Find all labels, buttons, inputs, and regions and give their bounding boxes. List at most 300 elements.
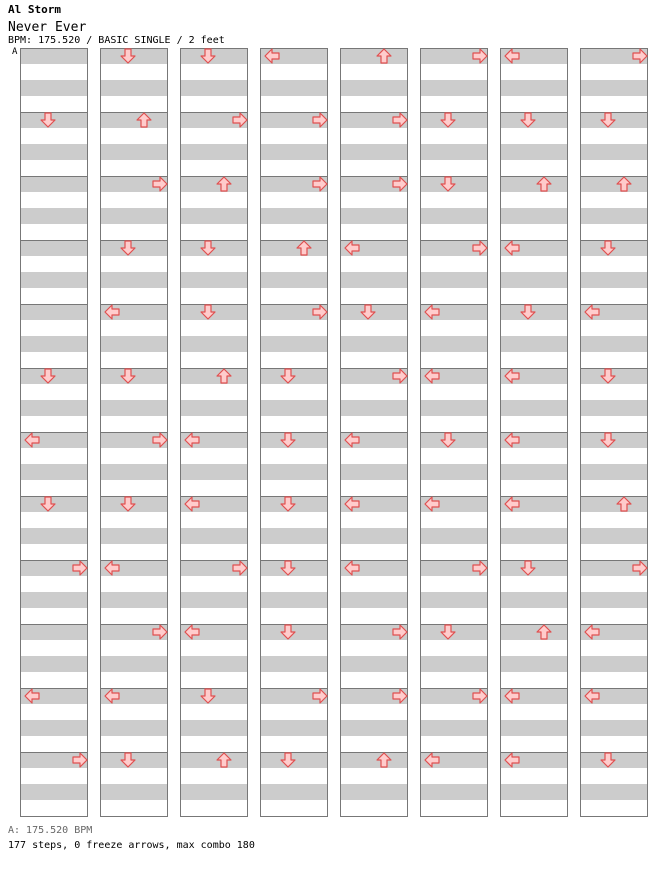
beat-stripe xyxy=(340,800,408,816)
beat-stripe xyxy=(100,720,168,736)
beat-stripe xyxy=(100,528,168,544)
beat-stripe xyxy=(340,576,408,592)
beat-stripe xyxy=(180,128,248,144)
beat-stripe xyxy=(20,352,88,368)
beat-stripe xyxy=(580,480,648,496)
beat-stripe xyxy=(180,272,248,288)
beat-stripe xyxy=(580,256,648,272)
beat-stripe xyxy=(180,352,248,368)
beat-stripe xyxy=(260,544,328,560)
beat-stripe xyxy=(260,80,328,96)
beat-stripe xyxy=(20,336,88,352)
beat-stripe xyxy=(580,464,648,480)
beat-stripe xyxy=(20,192,88,208)
beat-stripe xyxy=(580,208,648,224)
beat-stripe xyxy=(180,288,248,304)
beat-stripe xyxy=(580,672,648,688)
beat-stripe xyxy=(260,416,328,432)
beat-stripe xyxy=(20,480,88,496)
beat-stripe xyxy=(20,48,88,64)
beat-stripe xyxy=(340,48,408,64)
beat-stripe xyxy=(340,544,408,560)
beat-stripe xyxy=(340,528,408,544)
beat-stripe xyxy=(20,288,88,304)
beat-stripe xyxy=(420,800,488,816)
beat-stripe xyxy=(500,384,568,400)
beat-stripe xyxy=(260,160,328,176)
beat-stripe xyxy=(420,656,488,672)
beat-stripe xyxy=(260,736,328,752)
beat-stripe xyxy=(20,144,88,160)
beat-stripe xyxy=(180,160,248,176)
beat-stripe xyxy=(340,656,408,672)
chart-info: BPM: 175.520 / BASIC SINGLE / 2 feet xyxy=(8,35,225,46)
beat-stripe xyxy=(420,144,488,160)
beat-stripe xyxy=(20,736,88,752)
beat-stripe xyxy=(260,576,328,592)
beat-stripe xyxy=(340,64,408,80)
beat-stripe xyxy=(20,96,88,112)
beat-stripe xyxy=(340,128,408,144)
beat-stripe xyxy=(260,608,328,624)
beat-stripe xyxy=(100,512,168,528)
beat-stripe xyxy=(420,160,488,176)
beat-stripe xyxy=(580,512,648,528)
beat-stripe xyxy=(100,464,168,480)
beat-stripe xyxy=(20,208,88,224)
beat-stripe xyxy=(260,240,328,256)
beat-stripe xyxy=(420,416,488,432)
beat-stripe xyxy=(260,528,328,544)
beat-stripe xyxy=(580,160,648,176)
beat-stripe xyxy=(500,336,568,352)
beat-stripe xyxy=(580,592,648,608)
beat-stripe xyxy=(180,640,248,656)
beat-stripe xyxy=(180,592,248,608)
beat-stripe xyxy=(340,608,408,624)
beat-stripe xyxy=(20,160,88,176)
beat-stripe xyxy=(580,64,648,80)
beat-stripe xyxy=(580,656,648,672)
beat-stripe xyxy=(20,544,88,560)
beat-stripe xyxy=(20,608,88,624)
beat-stripe xyxy=(420,784,488,800)
beat-stripe xyxy=(260,192,328,208)
beat-stripe xyxy=(500,656,568,672)
beat-stripe xyxy=(20,720,88,736)
beat-stripe xyxy=(420,704,488,720)
beat-stripe xyxy=(260,640,328,656)
beat-stripe xyxy=(500,640,568,656)
beat-stripe xyxy=(260,208,328,224)
beat-stripe xyxy=(100,80,168,96)
beat-stripe xyxy=(340,784,408,800)
beat-stripe xyxy=(340,512,408,528)
beat-stripe xyxy=(100,320,168,336)
beat-stripe xyxy=(260,400,328,416)
beat-stripe xyxy=(180,320,248,336)
beat-stripe xyxy=(500,528,568,544)
beat-stripe xyxy=(580,192,648,208)
beat-stripe xyxy=(260,448,328,464)
beat-stripe xyxy=(420,352,488,368)
beat-stripe xyxy=(20,80,88,96)
beat-stripe xyxy=(260,224,328,240)
song-title: Never Ever xyxy=(8,20,87,35)
beat-stripe xyxy=(260,704,328,720)
beat-stripe xyxy=(420,256,488,272)
beat-stripe xyxy=(420,128,488,144)
beat-stripe xyxy=(340,336,408,352)
beat-stripe xyxy=(500,144,568,160)
beat-stripe xyxy=(340,256,408,272)
bpm-legend: A: 175.520 BPM xyxy=(8,825,93,836)
beat-stripe xyxy=(340,416,408,432)
beat-stripe xyxy=(100,768,168,784)
beat-stripe xyxy=(580,400,648,416)
beat-stripe xyxy=(180,512,248,528)
beat-stripe xyxy=(500,176,568,192)
beat-stripe xyxy=(20,400,88,416)
beat-stripe xyxy=(500,480,568,496)
beat-stripe xyxy=(420,272,488,288)
beat-stripe xyxy=(500,272,568,288)
beat-stripe xyxy=(500,416,568,432)
beat-stripe xyxy=(20,704,88,720)
beat-stripe xyxy=(180,544,248,560)
beat-stripe xyxy=(100,704,168,720)
beat-stripe xyxy=(420,80,488,96)
beat-stripe xyxy=(420,64,488,80)
beat-stripe xyxy=(20,672,88,688)
beat-stripe xyxy=(580,80,648,96)
beat-stripe xyxy=(180,144,248,160)
beat-stripe xyxy=(20,256,88,272)
beat-stripe xyxy=(180,224,248,240)
beat-stripe xyxy=(20,272,88,288)
beat-stripe xyxy=(260,384,328,400)
beat-stripe xyxy=(100,144,168,160)
beat-stripe xyxy=(420,768,488,784)
beat-stripe xyxy=(420,336,488,352)
beat-stripe xyxy=(20,128,88,144)
beat-stripe xyxy=(260,464,328,480)
beat-stripe xyxy=(20,448,88,464)
beat-stripe xyxy=(500,544,568,560)
beat-stripe xyxy=(500,592,568,608)
beat-stripe xyxy=(100,416,168,432)
beat-stripe xyxy=(100,272,168,288)
beat-stripe xyxy=(100,480,168,496)
beat-stripe xyxy=(180,800,248,816)
beat-stripe xyxy=(500,448,568,464)
beat-stripe xyxy=(580,800,648,816)
beat-stripe xyxy=(20,304,88,320)
beat-stripe xyxy=(340,80,408,96)
beat-stripe xyxy=(20,512,88,528)
beat-stripe xyxy=(100,608,168,624)
beat-stripe xyxy=(420,736,488,752)
beat-stripe xyxy=(20,464,88,480)
beat-stripe xyxy=(100,256,168,272)
beat-stripe xyxy=(180,784,248,800)
beat-stripe xyxy=(100,352,168,368)
beat-stripe xyxy=(260,720,328,736)
beat-stripe xyxy=(180,176,248,192)
beat-stripe xyxy=(500,704,568,720)
beat-stripe xyxy=(340,192,408,208)
beat-stripe xyxy=(340,288,408,304)
beat-stripe xyxy=(500,512,568,528)
beat-stripe xyxy=(100,208,168,224)
beat-stripe xyxy=(500,624,568,640)
beat-stripe xyxy=(260,96,328,112)
beat-stripe xyxy=(180,736,248,752)
beat-stripe xyxy=(340,96,408,112)
beat-stripe xyxy=(340,752,408,768)
beat-stripe xyxy=(420,528,488,544)
beat-stripe xyxy=(340,768,408,784)
beat-stripe xyxy=(420,384,488,400)
bpm-marker-label: A xyxy=(12,47,18,57)
beat-stripe xyxy=(100,784,168,800)
beat-stripe xyxy=(580,720,648,736)
beat-stripe xyxy=(500,768,568,784)
beat-stripe xyxy=(500,224,568,240)
beat-stripe xyxy=(500,160,568,176)
beat-stripe xyxy=(500,192,568,208)
beat-stripe xyxy=(260,800,328,816)
beat-stripe xyxy=(340,592,408,608)
beat-stripe xyxy=(500,80,568,96)
beat-stripe xyxy=(340,480,408,496)
beat-stripe xyxy=(260,656,328,672)
beat-stripe xyxy=(180,752,248,768)
beat-stripe xyxy=(20,416,88,432)
beat-stripe xyxy=(180,96,248,112)
beat-stripe xyxy=(500,208,568,224)
beat-stripe xyxy=(20,800,88,816)
beat-stripe xyxy=(100,544,168,560)
beat-stripe xyxy=(580,736,648,752)
beat-stripe xyxy=(100,400,168,416)
beat-stripe xyxy=(340,720,408,736)
beat-stripe xyxy=(100,112,168,128)
beat-stripe xyxy=(580,352,648,368)
beat-stripe xyxy=(580,704,648,720)
beat-stripe xyxy=(260,672,328,688)
beat-stripe xyxy=(580,336,648,352)
beat-stripe xyxy=(20,576,88,592)
beat-stripe xyxy=(100,448,168,464)
beat-stripe xyxy=(500,720,568,736)
beat-stripe xyxy=(100,640,168,656)
beat-stripe xyxy=(260,784,328,800)
beat-stripe xyxy=(260,256,328,272)
beat-stripe xyxy=(500,800,568,816)
beat-stripe xyxy=(420,512,488,528)
beat-stripe xyxy=(420,576,488,592)
beat-stripe xyxy=(260,128,328,144)
beat-stripe xyxy=(580,528,648,544)
beat-stripe xyxy=(580,448,648,464)
beat-stripe xyxy=(180,208,248,224)
beat-stripe xyxy=(20,640,88,656)
beat-stripe xyxy=(500,320,568,336)
beat-stripe xyxy=(180,528,248,544)
beat-stripe xyxy=(500,256,568,272)
beat-stripe xyxy=(340,320,408,336)
beat-stripe xyxy=(260,144,328,160)
beat-stripe xyxy=(180,192,248,208)
beat-stripe xyxy=(180,720,248,736)
beat-stripe xyxy=(260,480,328,496)
song-artist: Al Storm xyxy=(8,3,61,16)
beat-stripe xyxy=(180,608,248,624)
beat-stripe xyxy=(340,224,408,240)
beat-stripe xyxy=(500,736,568,752)
beat-stripe xyxy=(180,336,248,352)
beat-stripe xyxy=(180,384,248,400)
beat-stripe xyxy=(180,256,248,272)
beat-stripe xyxy=(180,656,248,672)
beat-stripe xyxy=(420,544,488,560)
beat-stripe xyxy=(20,320,88,336)
step-stats: 177 steps, 0 freeze arrows, max combo 180 xyxy=(8,840,255,851)
beat-stripe xyxy=(500,672,568,688)
beat-stripe xyxy=(20,240,88,256)
beat-stripe xyxy=(420,96,488,112)
beat-stripe xyxy=(500,400,568,416)
beat-stripe xyxy=(180,416,248,432)
beat-stripe xyxy=(420,480,488,496)
beat-stripe xyxy=(260,592,328,608)
beat-stripe xyxy=(340,448,408,464)
beat-stripe xyxy=(580,272,648,288)
beat-stripe xyxy=(580,384,648,400)
beat-stripe xyxy=(20,768,88,784)
beat-stripe xyxy=(180,80,248,96)
beat-stripe xyxy=(580,128,648,144)
beat-stripe xyxy=(420,320,488,336)
beat-stripe xyxy=(260,320,328,336)
beat-stripe xyxy=(260,512,328,528)
beat-stripe xyxy=(100,800,168,816)
beat-stripe xyxy=(500,128,568,144)
beat-stripe xyxy=(420,608,488,624)
beat-stripe xyxy=(180,400,248,416)
beat-stripe xyxy=(260,288,328,304)
beat-stripe xyxy=(180,576,248,592)
beat-stripe xyxy=(500,576,568,592)
beat-stripe xyxy=(500,464,568,480)
beat-stripe xyxy=(20,224,88,240)
beat-stripe xyxy=(20,528,88,544)
beat-stripe xyxy=(580,640,648,656)
beat-stripe xyxy=(100,288,168,304)
beat-stripe xyxy=(340,400,408,416)
beat-stripe xyxy=(340,160,408,176)
beat-stripe xyxy=(580,784,648,800)
beat-stripe xyxy=(340,640,408,656)
beat-stripe xyxy=(340,672,408,688)
beat-stripe xyxy=(500,96,568,112)
beat-stripe xyxy=(580,496,648,512)
beat-stripe xyxy=(340,704,408,720)
beat-stripe xyxy=(260,768,328,784)
beat-stripe xyxy=(100,592,168,608)
beat-stripe xyxy=(180,448,248,464)
beat-stripe xyxy=(580,144,648,160)
beat-stripe xyxy=(100,160,168,176)
beat-stripe xyxy=(420,640,488,656)
beat-stripe xyxy=(180,768,248,784)
beat-stripe xyxy=(20,656,88,672)
beat-stripe xyxy=(500,784,568,800)
beat-stripe xyxy=(20,176,88,192)
beat-stripe xyxy=(180,480,248,496)
beat-stripe xyxy=(100,224,168,240)
beat-stripe xyxy=(180,368,248,384)
beat-stripe xyxy=(20,592,88,608)
beat-stripe xyxy=(340,464,408,480)
beat-stripe xyxy=(500,64,568,80)
beat-stripe xyxy=(260,272,328,288)
beat-stripe xyxy=(340,352,408,368)
beat-stripe xyxy=(260,336,328,352)
beat-stripe xyxy=(580,544,648,560)
beat-stripe xyxy=(580,320,648,336)
beat-stripe xyxy=(340,144,408,160)
beat-stripe xyxy=(420,224,488,240)
beat-stripe xyxy=(580,224,648,240)
beat-stripe xyxy=(500,608,568,624)
beat-stripe xyxy=(580,768,648,784)
beat-stripe xyxy=(580,576,648,592)
beat-stripe xyxy=(340,272,408,288)
beat-stripe xyxy=(100,336,168,352)
beat-stripe xyxy=(420,192,488,208)
beat-stripe xyxy=(580,608,648,624)
beat-stripe xyxy=(420,720,488,736)
beat-stripe xyxy=(20,64,88,80)
beat-stripe xyxy=(420,400,488,416)
beat-stripe xyxy=(100,128,168,144)
beat-stripe xyxy=(180,64,248,80)
beat-stripe xyxy=(580,176,648,192)
beat-stripe xyxy=(420,288,488,304)
beat-stripe xyxy=(100,64,168,80)
beat-stripe xyxy=(340,208,408,224)
beat-stripe xyxy=(260,352,328,368)
beat-stripe xyxy=(420,464,488,480)
beat-stripe xyxy=(580,416,648,432)
beat-stripe xyxy=(100,672,168,688)
beat-stripe xyxy=(500,352,568,368)
beat-stripe xyxy=(180,464,248,480)
beat-stripe xyxy=(100,656,168,672)
beat-stripe xyxy=(260,64,328,80)
beat-stripe xyxy=(20,384,88,400)
beat-stripe xyxy=(100,736,168,752)
beat-stripe xyxy=(180,704,248,720)
beat-stripe xyxy=(340,384,408,400)
beat-stripe xyxy=(420,592,488,608)
beat-stripe xyxy=(180,672,248,688)
beat-stripe xyxy=(100,576,168,592)
beat-stripe xyxy=(500,288,568,304)
beat-stripe xyxy=(420,448,488,464)
